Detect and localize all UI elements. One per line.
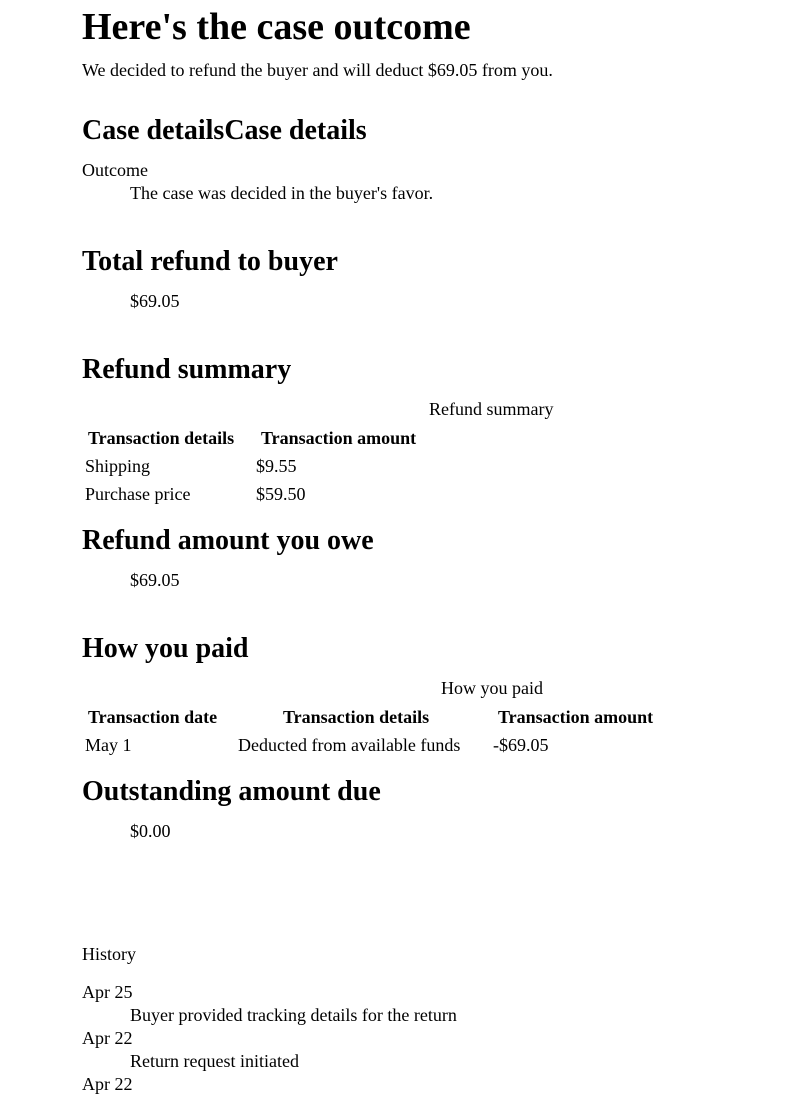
paid-row-amount: -$69.05 (493, 735, 549, 755)
history-label: History (82, 944, 136, 964)
refund-row-shipping-details: Shipping (85, 456, 151, 476)
outstanding-amount: $0.00 (130, 821, 171, 841)
refund-owed-heading: Refund amount you owe (82, 525, 374, 556)
refund-col-details: Transaction details (88, 428, 235, 448)
total-refund-heading: Total refund to buyer (82, 246, 338, 277)
history-date: Apr 25 (82, 982, 133, 1002)
history-date: Apr 22 (82, 1074, 133, 1094)
history-text: Buyer provided tracking details for the return (130, 1005, 457, 1025)
refund-row-purchase-details: Purchase price (85, 484, 191, 504)
outcome-label: Outcome (82, 160, 148, 180)
refund-col-amount: Transaction amount (261, 428, 417, 448)
intro-text: We decided to refund the buyer and will deduct $69.05 from you. (82, 60, 553, 80)
paid-col-details: Transaction details (283, 707, 430, 727)
history-text: Return request initiated (130, 1051, 299, 1071)
outcome-text: The case was decided in the buyer's favor. (130, 183, 434, 203)
history-date: Apr 22 (82, 1028, 133, 1048)
page-title: Here's the case outcome (82, 6, 471, 48)
refund-row-shipping-amount: $9.55 (256, 456, 297, 476)
outstanding-heading: Outstanding amount due (82, 776, 381, 807)
case-details-heading: Case detailsCase details (82, 115, 367, 146)
paid-row-details: Deducted from available funds (238, 735, 461, 755)
refund-row-purchase-amount: $59.50 (256, 484, 306, 504)
how-paid-caption: How you paid (441, 678, 543, 698)
refund-summary-caption: Refund summary (429, 399, 554, 419)
paid-col-date: Transaction date (88, 707, 218, 727)
refund-owed-amount: $69.05 (130, 570, 180, 590)
paid-row-date: May 1 (85, 735, 132, 755)
total-refund-amount: $69.05 (130, 291, 180, 311)
paid-col-amount: Transaction amount (498, 707, 654, 727)
refund-summary-heading: Refund summary (82, 354, 292, 385)
how-paid-heading: How you paid (82, 633, 249, 664)
